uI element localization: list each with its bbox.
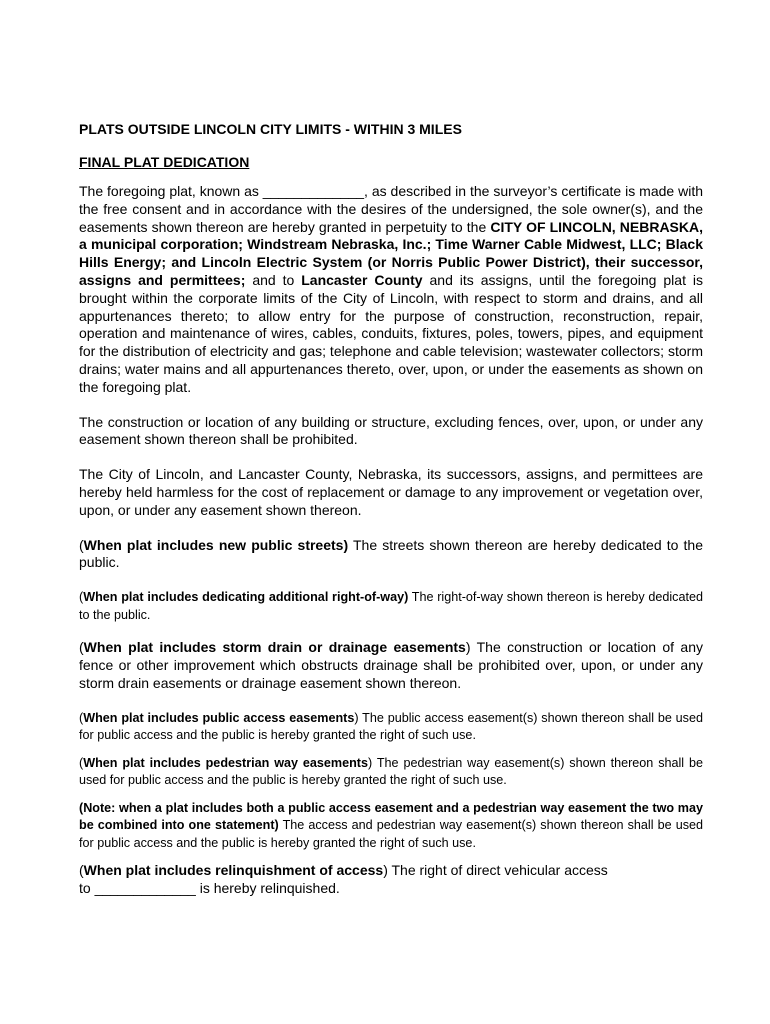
- document-title: PLATS OUTSIDE LINCOLN CITY LIMITS - WITHIN 3 MILES: [79, 121, 462, 137]
- bold-text: (Note: when a plat includes both a public access easement and a pedestrian way easement the two may be combined into one statement): [79, 800, 703, 833]
- bold-text: When plat includes relinquishment of access: [83, 862, 384, 879]
- text: to: [79, 879, 95, 896]
- text: and its assigns, until the foregoing plat is brought within the corporate limits of the City of Lincoln, with respect to storm and drains, and all appurtenances thereto; to allow entry for the purpose of construction, reconstruction, repair, operation and maintenance of wires, cables, conduits, fixtures, poles, towers, pipes, and equipment for the distribution of electricity and gas; telephone and cable television; wastewater collectors; storm drains; water mains and all appurtenances thereto, over, upon, or under the easements as shown on the foregoing plat.: [79, 271, 704, 395]
- text: (: [79, 862, 84, 879]
- text: is hereby relinquished.: [195, 879, 340, 896]
- blank-field: _____________: [94, 879, 196, 896]
- bold-text: CITY OF LINCOLN, NEBRASKA, a municipal corporation; Windstream Nebraska, Inc.; Time Warner Cable Midwest, LLC; Black Hills Energy; and Lincoln Electric System (or Norris Public Power District), their successor, assigns and permittees;: [79, 218, 704, 288]
- paragraph-construction: The construction or location of any building or structure, excluding fences, over, upon, or under any easement shown thereon shall be prohibited.: [79, 413, 703, 448]
- text: The access and pedestrian way easement(s) shown thereon shall be used for public access and the public is hereby granted the right of such use.: [79, 818, 703, 850]
- paragraph-note: [79, 800, 703, 853]
- text: (: [79, 590, 84, 605]
- bold-text: When plat includes public access easements: [83, 710, 355, 725]
- text: ) The construction or location of any fence or other improvement which obstructs drainage shall be prohibited over, upon, or under any storm drain easements or drainage easement shown thereon.: [79, 639, 703, 691]
- text: ) The pedestrian way easement(s) shown thereon shall be used for public access and the public is hereby granted the right of such use.: [79, 755, 703, 788]
- paragraph-dedication: [79, 183, 703, 397]
- text: (: [79, 536, 84, 553]
- blank-field: _____________: [262, 183, 365, 199]
- bold-text: When plat includes pedestrian way easements: [83, 755, 368, 770]
- bold-text: When plat includes dedicating additional right-of-way): [83, 590, 409, 605]
- paragraph-storm-drain: [79, 639, 703, 692]
- paragraph-public-access: [79, 710, 703, 745]
- bold-text: When plat includes new public streets): [83, 536, 349, 553]
- text: ) The right of direct vehicular access: [383, 862, 608, 879]
- paragraph-relinquishment: [79, 862, 703, 898]
- text: The streets shown thereon are hereby dedicated to the public.: [79, 536, 703, 571]
- text: , as described in the surveyor’s certificate is made with the free consent and in accordance with the desires of the undersigned, the sole owner(s), and the easements shown thereon are hereby granted in perpetuity to the: [79, 183, 703, 235]
- text: (: [79, 710, 84, 725]
- text: ) The public access easement(s) shown thereon shall be used for public access and the public is hereby granted the right of such use.: [79, 710, 703, 743]
- text: The right-of-way shown thereon is hereby dedicated to the public.: [79, 590, 703, 622]
- paragraph-harmless: The City of Lincoln, and Lancaster County, Nebraska, its successors, assigns, and permittees are hereby held harmless for the cost of replacement or damage to any improvement or vegetation over, upon, or under any easement shown thereon.: [79, 466, 703, 518]
- section-heading: FINAL PLAT DEDICATION: [79, 154, 250, 170]
- paragraph-new-streets: [79, 537, 703, 573]
- text: (: [79, 639, 84, 656]
- text: and to: [245, 271, 302, 288]
- text: (: [79, 755, 84, 770]
- document-page: [79, 120, 703, 898]
- paragraph-pedestrian: [79, 755, 703, 790]
- bold-text: When plat includes storm drain or drainage easements: [83, 639, 466, 656]
- bold-text: Lancaster County: [301, 271, 423, 288]
- paragraph-right-of-way: [79, 589, 703, 624]
- text: The foregoing plat, known as: [79, 183, 263, 199]
